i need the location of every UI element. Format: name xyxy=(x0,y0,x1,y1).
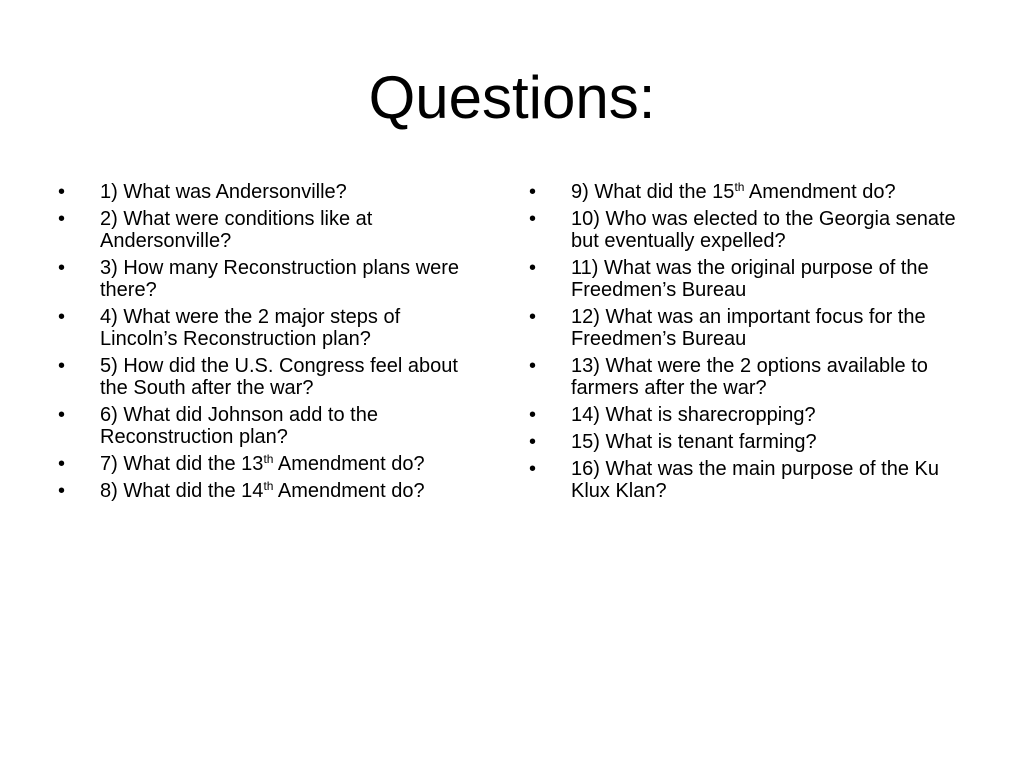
bullet-icon: • xyxy=(529,355,537,377)
bullet-icon: • xyxy=(58,404,66,426)
ordinal-suffix: th xyxy=(734,180,745,194)
list-item xyxy=(529,431,969,453)
slide-title: Questions: xyxy=(368,64,656,131)
question-text-end: Amendment do? xyxy=(273,480,425,502)
question-text: 4) What were the 2 major steps of Lincoln’s Reconstruction plan? xyxy=(100,306,401,350)
list-item xyxy=(58,208,478,252)
list-item xyxy=(529,306,969,350)
bullet-icon: • xyxy=(529,458,537,480)
question-text: 11) What was the original purpose of the Freedmen’s Bureau xyxy=(571,257,929,301)
question-text-start: 7) What did the 13 xyxy=(100,453,264,475)
list-item xyxy=(58,355,478,399)
question-text: 16) What was the main purpose of the Ku Klux Klan? xyxy=(571,458,939,502)
question-text: 5) How did the U.S. Congress feel about the South after the war? xyxy=(100,355,458,399)
question-text: 14) What is sharecropping? xyxy=(571,404,816,426)
question-text: 10) Who was elected to the Georgia senate but eventually expelled? xyxy=(571,208,956,252)
bullet-icon: • xyxy=(58,453,66,475)
question-text-end: Amendment do? xyxy=(744,181,896,203)
question-text: 6) What did Johnson add to the Reconstruction plan? xyxy=(100,404,378,448)
list-item xyxy=(529,208,969,252)
question-text: 15) What is tenant farming? xyxy=(571,431,817,453)
left-question-list xyxy=(58,181,478,507)
list-item xyxy=(529,404,969,426)
bullet-icon: • xyxy=(529,306,537,328)
question-text: 13) What were the 2 options available to farmers after the war? xyxy=(571,355,928,399)
question-text: 2) What were conditions like at Andersonville? xyxy=(100,208,373,252)
bullet-icon: • xyxy=(58,480,66,502)
bullet-icon: • xyxy=(529,431,537,453)
bullet-icon: • xyxy=(58,181,66,203)
bullet-icon: • xyxy=(58,306,66,328)
list-item xyxy=(58,453,478,475)
ordinal-suffix: th xyxy=(263,479,274,493)
list-item xyxy=(58,257,478,301)
question-text-end: Amendment do? xyxy=(273,453,425,475)
question-text-start: 9) What did the 15 xyxy=(571,181,735,203)
bullet-icon: • xyxy=(58,208,66,230)
ordinal-suffix: th xyxy=(263,452,274,466)
list-item xyxy=(529,181,969,203)
bullet-icon: • xyxy=(58,257,66,279)
bullet-icon: • xyxy=(529,257,537,279)
list-item xyxy=(58,480,478,502)
bullet-icon: • xyxy=(58,355,66,377)
bullet-icon: • xyxy=(529,181,537,203)
question-text: 12) What was an important focus for the Freedmen’s Bureau xyxy=(571,306,926,350)
question-text-start: 8) What did the 14 xyxy=(100,480,264,502)
list-item xyxy=(58,306,478,350)
question-text: 1) What was Andersonville? xyxy=(100,181,347,203)
right-question-list xyxy=(529,181,969,507)
question-text: 3) How many Reconstruction plans were there? xyxy=(100,257,460,301)
list-item xyxy=(529,458,969,502)
list-item xyxy=(58,181,478,203)
bullet-icon: • xyxy=(529,404,537,426)
list-item xyxy=(58,404,478,448)
list-item xyxy=(529,257,969,301)
bullet-icon: • xyxy=(529,208,537,230)
list-item xyxy=(529,355,969,399)
